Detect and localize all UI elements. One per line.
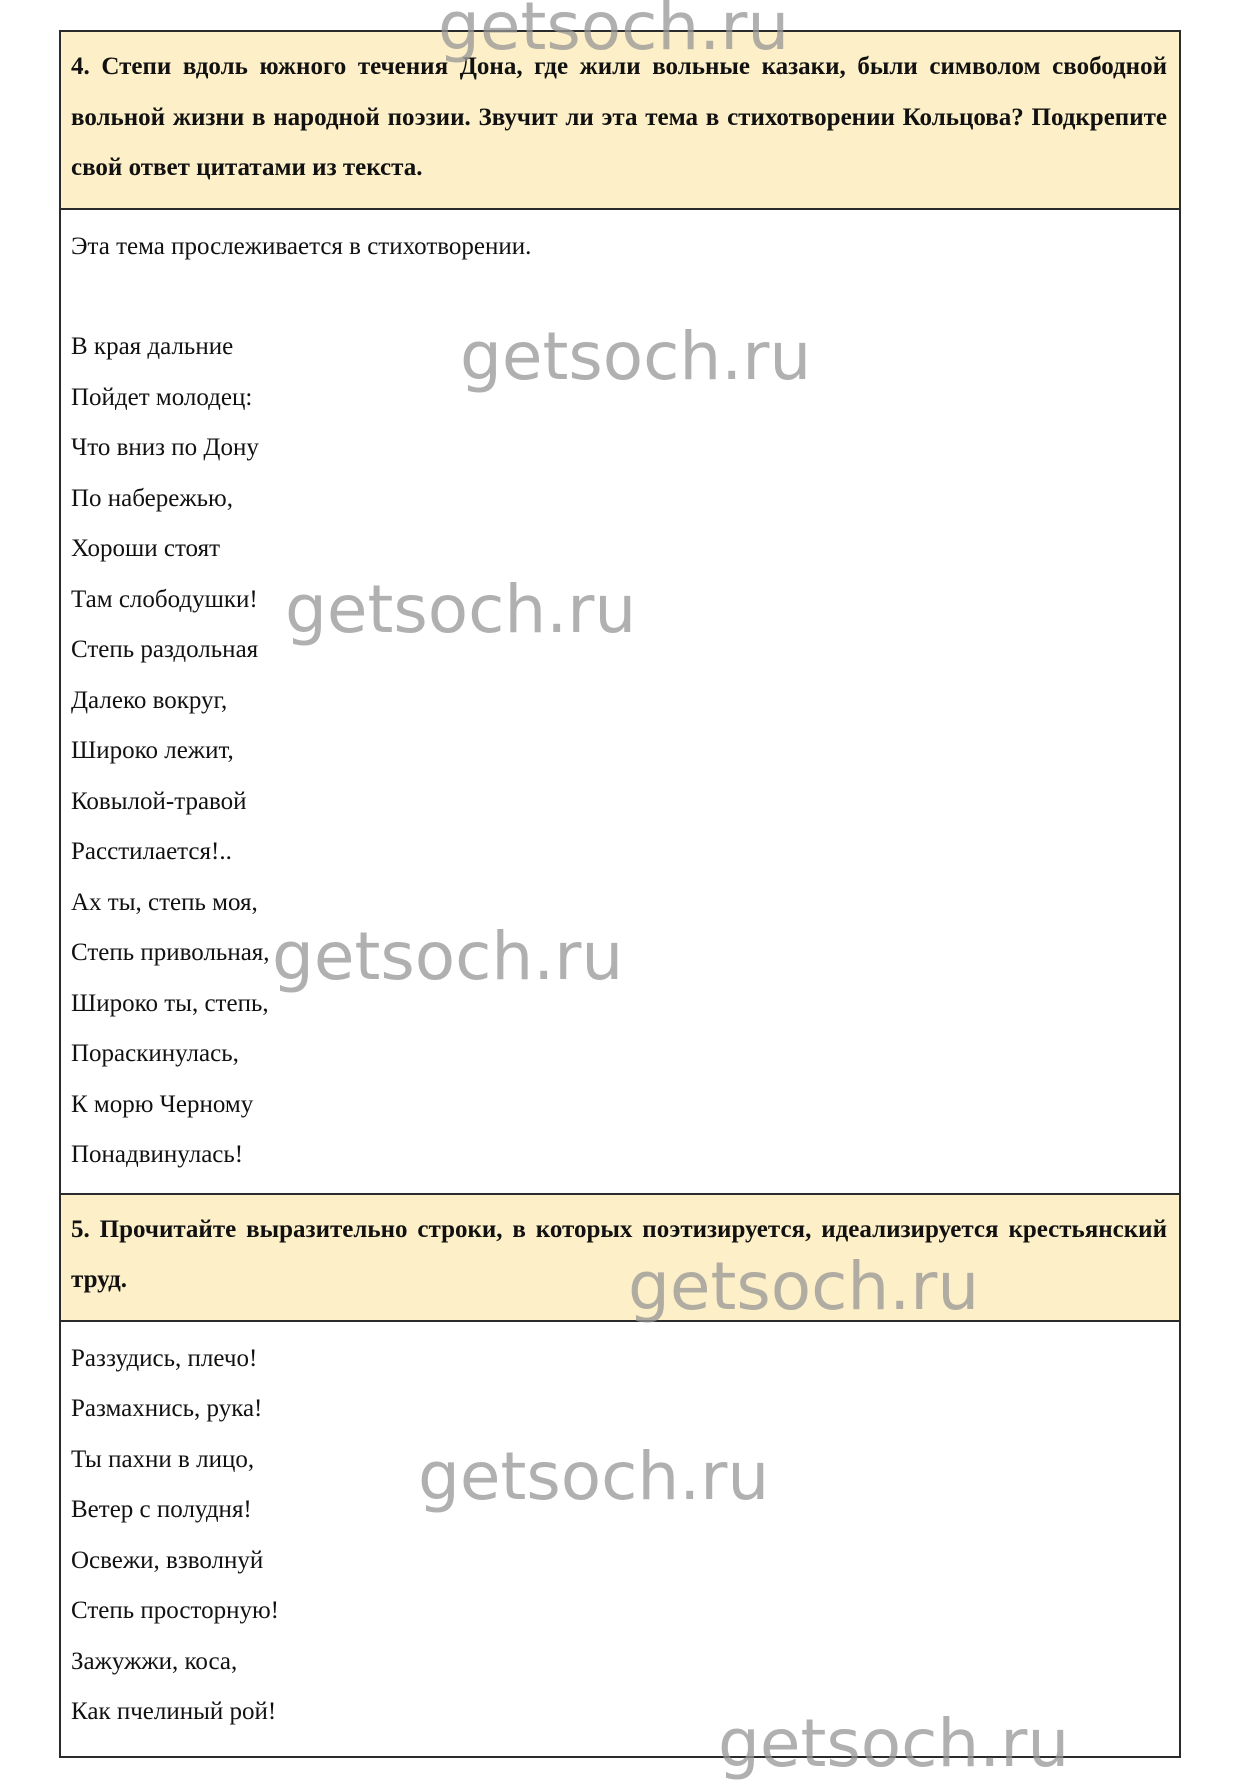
watermark: getsoch.ru xyxy=(460,318,812,395)
poem-line: К морю Черному xyxy=(71,1090,254,1118)
watermark: getsoch.ru xyxy=(718,1705,1070,1782)
answer-5-cell xyxy=(61,1322,1179,1756)
poem-line: Как пчелиный рой! xyxy=(71,1698,277,1725)
poem-line: Расстилается!.. xyxy=(71,838,232,865)
poem-line: Хороши стоят xyxy=(71,535,220,562)
poem-line: Размахнись, рука! xyxy=(71,1395,263,1422)
poem-line: Зажужжи, коса, xyxy=(71,1647,238,1675)
poem-line: Ах ты, степь моя, xyxy=(71,888,258,916)
poem-line: В края дальние xyxy=(71,333,234,360)
poem-line: Степь раздольная xyxy=(71,636,259,663)
poem-line: Раззудись, плечо! xyxy=(71,1344,258,1372)
watermark: getsoch.ru xyxy=(438,0,790,65)
question-4-cell xyxy=(61,32,1179,210)
watermark: getsoch.ru xyxy=(628,1248,980,1325)
poem-line: Степь просторную! xyxy=(71,1597,279,1624)
paragraph-gap xyxy=(71,272,1167,322)
content-table xyxy=(59,30,1181,1758)
watermark: getsoch.ru xyxy=(285,571,637,648)
poem-line: Пойдет молодец: xyxy=(71,383,253,411)
watermark: getsoch.ru xyxy=(272,918,624,995)
poem-line: Широко ты, степь, xyxy=(71,989,269,1017)
poem-line: Степь привольная, xyxy=(71,939,270,966)
answer-4-intro: Эта тема прослеживается в стихотворении. xyxy=(71,232,532,260)
poem-line: Широко лежит, xyxy=(71,737,234,764)
poem-line: Далеко вокруг, xyxy=(71,686,228,714)
poem-line: Ты пахни в лицо, xyxy=(71,1445,255,1473)
poem-line: По набережью, xyxy=(71,484,233,512)
poem-line: Пораскинулась, xyxy=(71,1040,239,1067)
answer-4-cell xyxy=(61,210,1179,1195)
poem-line: Ветер с полудня! xyxy=(71,1496,252,1523)
question-5-cell xyxy=(61,1195,1179,1322)
poem-line: Понадвинулась! xyxy=(71,1141,244,1168)
question-4-text: 4. Степи вдоль южного течения Дона, где жили вольные казаки, были символом свободной вольной жизни в народной поэзии. Звучит ли эта тема в стихотворении Кольцова? Подкрепите свой ответ цитатами из текста. xyxy=(71,53,1167,181)
watermark: getsoch.ru xyxy=(418,1438,770,1515)
poem-line: Там слободушки! xyxy=(71,585,258,613)
poem-line: Освежи, взволнуй xyxy=(71,1546,264,1574)
question-5-text: 5. Прочитайте выразительно строки, в которых поэтизируется, идеализируется крестьянский труд. xyxy=(71,1215,1167,1293)
poem-line: Что вниз по Дону xyxy=(71,434,259,461)
poem-line: Ковылой-травой xyxy=(71,787,247,815)
